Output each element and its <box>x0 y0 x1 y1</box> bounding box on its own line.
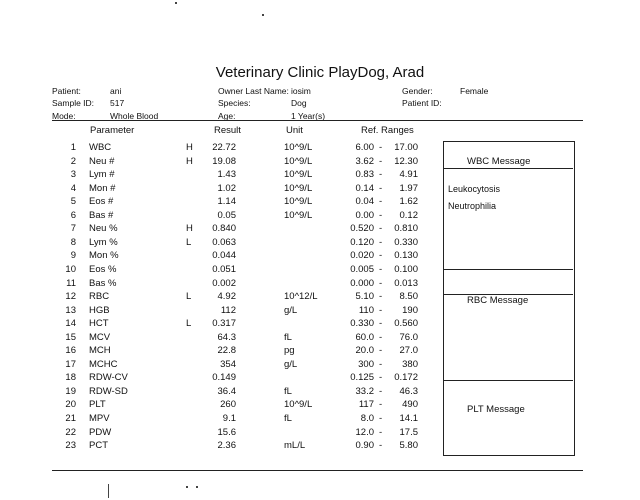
row-range-low: 8.0 <box>360 413 374 424</box>
row-number: 9 <box>70 250 76 262</box>
row-result: 64.3 <box>217 331 236 343</box>
row-result: 112 <box>220 304 236 316</box>
row-number: 20 <box>65 399 76 411</box>
scan-speck <box>186 486 188 488</box>
row-range-high: 5.80 <box>399 440 418 452</box>
row-range-low: 0.00 <box>355 209 374 221</box>
row-range-dash: - <box>379 209 383 221</box>
footer-divider <box>52 470 583 471</box>
row-number: 15 <box>65 331 76 343</box>
row-range-dash: - <box>379 169 383 181</box>
row-range-high: 0.330 <box>394 236 418 248</box>
row-range-high: 14.1 <box>399 413 418 424</box>
column-header-result: Result <box>214 125 241 136</box>
row-parameter: Eos # <box>89 196 114 208</box>
row-parameter: RDW-SD <box>89 385 128 397</box>
row-unit: fL <box>284 331 292 343</box>
row-range-dash: - <box>379 385 383 397</box>
row-unit: 10^9/L <box>284 209 313 221</box>
row-result: 22.72 <box>212 142 236 153</box>
row-range-low: 5.10 <box>355 291 374 303</box>
row-range-high: 46.3 <box>399 385 418 397</box>
row-range-high: 4.91 <box>399 169 418 181</box>
row-range-low: 300 <box>358 358 374 370</box>
row-range-low: 0.520 <box>350 223 374 235</box>
report-title: Veterinary Clinic PlayDog, Arad <box>215 64 425 81</box>
row-range-low: 20.0 <box>355 345 374 357</box>
row-result: 0.063 <box>212 236 236 248</box>
species-value: Dog <box>291 98 307 108</box>
row-unit: 10^9/L <box>284 142 313 153</box>
age-value: 1 Year(s) <box>291 111 326 121</box>
row-range-low: 0.120 <box>350 236 374 248</box>
row-result: 19.08 <box>212 155 236 167</box>
row-parameter: Mon # <box>89 182 116 194</box>
column-header-unit: Unit <box>286 125 303 136</box>
row-number: 22 <box>65 426 76 438</box>
row-number: 10 <box>65 263 76 275</box>
row-parameter: Bas # <box>89 209 114 221</box>
row-result: 0.051 <box>212 263 236 275</box>
row-range-high: 17.00 <box>394 142 418 153</box>
row-range-high: 0.100 <box>394 263 418 275</box>
row-parameter: HGB <box>89 304 110 316</box>
row-result: 2.36 <box>217 440 236 452</box>
row-number: 3 <box>70 169 76 181</box>
row-unit: g/L <box>284 358 298 370</box>
owner-value: iosim <box>291 86 311 96</box>
row-result: 0.840 <box>212 223 236 235</box>
scan-mark <box>108 484 109 498</box>
row-parameter: Eos % <box>89 263 117 275</box>
row-result: 354 <box>220 358 236 370</box>
row-parameter: PCT <box>89 440 108 452</box>
column-header-ref-ranges: Ref. Ranges <box>361 125 414 136</box>
row-result: 1.14 <box>217 196 236 208</box>
row-range-dash: - <box>379 318 383 330</box>
row-number: 16 <box>65 345 76 357</box>
patient-label: Patient: <box>52 86 81 96</box>
wbc-message-line-2: Neutrophilia <box>448 201 497 211</box>
mode-label: Mode: <box>52 111 76 121</box>
row-range-low: 6.00 <box>355 142 374 153</box>
rbc-message-title: RBC Message <box>467 295 529 306</box>
species-label: Species: <box>218 98 251 108</box>
row-range-dash: - <box>379 263 383 275</box>
scan-speck <box>175 2 177 4</box>
row-range-low: 3.62 <box>355 155 374 167</box>
row-number: 17 <box>65 358 76 370</box>
row-parameter: PLT <box>89 399 106 411</box>
row-parameter: MCHC <box>89 358 118 370</box>
row-range-dash: - <box>379 291 383 303</box>
row-range-dash: - <box>379 304 383 316</box>
row-range-low: 0.04 <box>355 196 374 208</box>
row-range-dash: - <box>379 440 383 452</box>
wbc-message-title: WBC Message <box>467 156 531 167</box>
age-label: Age: <box>218 111 236 121</box>
owner-label: Owner Last Name: <box>218 86 289 96</box>
row-range-dash: - <box>379 413 383 424</box>
row-number: 2 <box>70 155 76 167</box>
row-flag: H <box>186 142 193 153</box>
row-flag: L <box>186 318 192 330</box>
row-parameter: Neu % <box>89 223 118 235</box>
row-range-low: 0.020 <box>350 250 374 262</box>
row-unit: 10^9/L <box>284 155 313 167</box>
row-range-dash: - <box>379 426 383 438</box>
row-range-dash: - <box>379 277 383 289</box>
row-unit: 10^9/L <box>284 399 313 411</box>
row-range-dash: - <box>379 142 383 153</box>
row-number: 19 <box>65 385 76 397</box>
row-number: 18 <box>65 372 76 384</box>
row-number: 13 <box>65 304 76 316</box>
row-unit: fL <box>284 413 292 424</box>
row-range-low: 60.0 <box>355 331 374 343</box>
row-range-dash: - <box>379 372 383 384</box>
row-parameter: RDW-CV <box>89 372 128 384</box>
row-parameter: Lym # <box>89 169 115 181</box>
mode-value: Whole Blood <box>110 111 159 121</box>
plt-message-title: PLT Message <box>467 404 525 415</box>
row-result: 1.02 <box>217 182 236 194</box>
row-range-high: 17.5 <box>399 426 418 438</box>
wbc-rbc-divider <box>443 269 573 270</box>
row-range-low: 0.14 <box>355 182 374 194</box>
row-number: 8 <box>70 236 76 248</box>
row-parameter: WBC <box>89 142 112 153</box>
row-result: 36.4 <box>217 385 236 397</box>
row-flag: H <box>186 223 193 235</box>
wbc-message-line-1: Leukocytosis <box>448 184 501 194</box>
gender-value: Female <box>460 86 489 96</box>
row-number: 7 <box>70 223 76 235</box>
row-result: 15.6 <box>217 426 236 438</box>
row-range-low: 0.005 <box>350 263 374 275</box>
row-unit: 10^9/L <box>284 196 313 208</box>
row-range-low: 0.125 <box>350 372 374 384</box>
row-range-high: 0.12 <box>399 209 418 221</box>
row-result: 4.92 <box>217 291 236 303</box>
row-range-dash: - <box>379 358 383 370</box>
row-unit: 10^12/L <box>284 291 318 303</box>
row-range-high: 27.0 <box>399 345 418 357</box>
row-parameter: Lym % <box>89 236 118 248</box>
row-range-high: 0.013 <box>394 277 418 289</box>
row-number: 23 <box>65 440 76 452</box>
rbc-plt-divider <box>443 380 573 381</box>
row-range-low: 33.2 <box>355 385 374 397</box>
row-range-dash: - <box>379 250 383 262</box>
row-range-dash: - <box>379 399 383 411</box>
row-range-high: 1.62 <box>399 196 418 208</box>
row-number: 11 <box>66 277 76 289</box>
row-number: 4 <box>70 182 76 194</box>
row-result: 0.002 <box>212 277 236 289</box>
row-range-low: 0.000 <box>350 277 374 289</box>
row-result: 260 <box>220 399 236 411</box>
row-flag: L <box>186 291 192 303</box>
sample-id-label: Sample ID: <box>52 98 95 108</box>
row-unit: 10^9/L <box>284 182 313 194</box>
row-result: 0.044 <box>212 250 236 262</box>
row-parameter: PDW <box>89 426 112 438</box>
row-result: 1.43 <box>217 169 236 181</box>
row-range-high: 0.560 <box>394 318 418 330</box>
row-unit: mL/L <box>284 440 306 452</box>
row-parameter: MPV <box>89 413 110 424</box>
row-range-dash: - <box>379 236 383 248</box>
row-range-high: 76.0 <box>399 331 418 343</box>
row-unit: pg <box>284 345 295 357</box>
scan-speck <box>262 14 264 16</box>
row-range-low: 0.330 <box>350 318 374 330</box>
row-result: 9.1 <box>222 413 236 424</box>
row-parameter: MCV <box>89 331 111 343</box>
row-range-high: 8.50 <box>399 291 418 303</box>
row-range-high: 0.172 <box>394 372 418 384</box>
header-divider <box>52 120 583 121</box>
row-unit: 10^9/L <box>284 169 313 181</box>
row-range-high: 0.130 <box>394 250 418 262</box>
scan-speck <box>196 486 198 488</box>
row-number: 1 <box>70 142 76 153</box>
row-range-high: 380 <box>402 358 418 370</box>
patient-value: ani <box>110 86 122 96</box>
row-result: 0.149 <box>212 372 236 384</box>
row-range-high: 12.30 <box>394 155 418 167</box>
row-range-low: 12.0 <box>355 426 374 438</box>
column-header-parameter: Parameter <box>90 125 135 136</box>
row-range-dash: - <box>379 196 383 208</box>
sample-id-value: 517 <box>110 98 125 108</box>
wbc-message-divider <box>443 168 573 169</box>
row-unit: fL <box>284 385 292 397</box>
row-result: 0.05 <box>217 209 236 221</box>
row-range-low: 117 <box>358 399 374 411</box>
row-range-high: 190 <box>402 304 418 316</box>
row-unit: g/L <box>284 304 298 316</box>
row-range-dash: - <box>379 182 383 194</box>
row-parameter: HCT <box>89 318 109 330</box>
patient-id-label: Patient ID: <box>402 98 442 108</box>
row-parameter: Bas % <box>89 277 117 289</box>
row-number: 5 <box>70 196 76 208</box>
row-flag: L <box>186 236 192 248</box>
row-range-dash: - <box>379 155 383 167</box>
row-range-dash: - <box>379 345 383 357</box>
gender-label: Gender: <box>402 86 433 96</box>
row-range-high: 490 <box>402 399 418 411</box>
row-parameter: RBC <box>89 291 110 303</box>
row-parameter: MCH <box>89 345 111 357</box>
row-range-low: 0.90 <box>355 440 374 452</box>
row-result: 0.317 <box>212 318 236 330</box>
row-range-high: 0.810 <box>394 223 418 235</box>
row-range-low: 0.83 <box>355 169 374 181</box>
row-range-high: 1.97 <box>399 182 418 194</box>
row-range-dash: - <box>379 223 383 235</box>
row-number: 6 <box>70 209 76 221</box>
row-parameter: Mon % <box>89 250 119 262</box>
row-number: 14 <box>65 318 76 330</box>
row-flag: H <box>186 155 193 167</box>
row-result: 22.8 <box>217 345 236 357</box>
row-range-dash: - <box>379 331 383 343</box>
row-number: 21 <box>65 413 76 424</box>
row-range-low: 110 <box>358 304 374 316</box>
row-number: 12 <box>65 291 76 303</box>
row-parameter: Neu # <box>89 155 115 167</box>
